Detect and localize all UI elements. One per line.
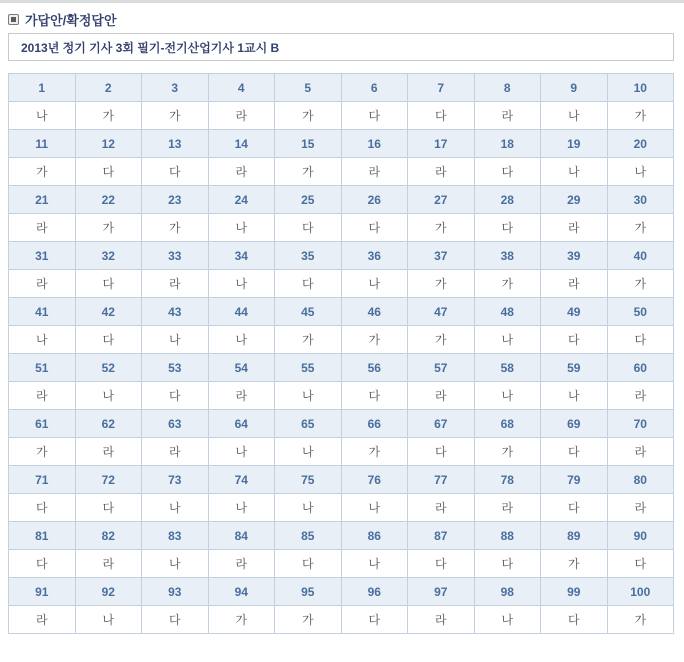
- answer-cell: 다: [341, 382, 408, 410]
- answer-cell: 라: [208, 382, 275, 410]
- answer-cell: 라: [142, 438, 209, 466]
- answer-cell: 라: [541, 214, 608, 242]
- question-number-cell: 30: [607, 186, 674, 214]
- answer-cell: 다: [474, 158, 541, 186]
- answer-cell: 다: [275, 270, 342, 298]
- answer-cell: 나: [541, 158, 608, 186]
- question-number-cell: 86: [341, 522, 408, 550]
- answer-cell: 나: [208, 214, 275, 242]
- answer-cell: 가: [408, 214, 475, 242]
- question-number-cell: 78: [474, 466, 541, 494]
- question-number-cell: 24: [208, 186, 275, 214]
- question-number-cell: 1: [9, 74, 76, 102]
- answer-row: [9, 158, 674, 186]
- question-number-cell: 27: [408, 186, 475, 214]
- answer-cell: 다: [142, 382, 209, 410]
- answer-cell: 라: [208, 158, 275, 186]
- answer-cell: 가: [275, 102, 342, 130]
- question-number-row: [9, 298, 674, 326]
- question-number-row: [9, 130, 674, 158]
- question-number-cell: 35: [275, 242, 342, 270]
- question-number-row: [9, 242, 674, 270]
- question-number-cell: 82: [75, 522, 142, 550]
- answer-row: [9, 102, 674, 130]
- answer-cell: 라: [607, 438, 674, 466]
- question-number-cell: 54: [208, 354, 275, 382]
- question-number-cell: 89: [541, 522, 608, 550]
- question-number-cell: 67: [408, 410, 475, 438]
- answer-cell: 가: [607, 214, 674, 242]
- question-number-row: [9, 466, 674, 494]
- question-number-cell: 17: [408, 130, 475, 158]
- question-number-cell: 4: [208, 74, 275, 102]
- answer-cell: 나: [341, 270, 408, 298]
- question-number-row: [9, 410, 674, 438]
- square-bullet-icon-dot: [11, 17, 16, 22]
- answer-cell: 라: [474, 102, 541, 130]
- answer-cell: 나: [9, 326, 76, 354]
- question-number-cell: 58: [474, 354, 541, 382]
- question-number-cell: 36: [341, 242, 408, 270]
- question-number-cell: 87: [408, 522, 475, 550]
- top-divider: [0, 0, 684, 3]
- question-number-cell: 18: [474, 130, 541, 158]
- question-number-cell: 55: [275, 354, 342, 382]
- answer-cell: 나: [142, 326, 209, 354]
- answer-cell: 라: [541, 270, 608, 298]
- answer-cell: 가: [9, 438, 76, 466]
- question-number-cell: 94: [208, 578, 275, 606]
- answer-cell: 가: [408, 326, 475, 354]
- question-number-cell: 93: [142, 578, 209, 606]
- answer-cell: 나: [541, 102, 608, 130]
- question-number-cell: 8: [474, 74, 541, 102]
- question-number-cell: 44: [208, 298, 275, 326]
- question-number-cell: 3: [142, 74, 209, 102]
- answer-cell: 가: [142, 214, 209, 242]
- answer-cell: 다: [474, 550, 541, 578]
- question-number-cell: 69: [541, 410, 608, 438]
- answer-cell: 나: [9, 102, 76, 130]
- question-number-cell: 79: [541, 466, 608, 494]
- question-number-cell: 47: [408, 298, 475, 326]
- question-number-cell: 61: [9, 410, 76, 438]
- question-number-cell: 32: [75, 242, 142, 270]
- question-number-cell: 14: [208, 130, 275, 158]
- question-number-cell: 40: [607, 242, 674, 270]
- answer-cell: 다: [341, 606, 408, 634]
- question-number-row: [9, 522, 674, 550]
- question-number-cell: 91: [9, 578, 76, 606]
- answer-cell: 가: [275, 158, 342, 186]
- question-number-cell: 34: [208, 242, 275, 270]
- question-number-cell: 31: [9, 242, 76, 270]
- question-number-cell: 70: [607, 410, 674, 438]
- answer-cell: 다: [341, 214, 408, 242]
- answer-cell: 가: [9, 158, 76, 186]
- section-header-label: 가답안/확정답안: [25, 12, 117, 28]
- answer-cell: 가: [408, 270, 475, 298]
- square-bullet-icon: [8, 14, 19, 25]
- question-number-cell: 52: [75, 354, 142, 382]
- answer-cell: 라: [9, 214, 76, 242]
- answer-row: [9, 550, 674, 578]
- answer-table: [8, 73, 674, 634]
- question-number-cell: 96: [341, 578, 408, 606]
- answer-cell: 다: [75, 270, 142, 298]
- question-number-cell: 23: [142, 186, 209, 214]
- answer-cell: 나: [75, 606, 142, 634]
- question-number-cell: 81: [9, 522, 76, 550]
- question-number-cell: 92: [75, 578, 142, 606]
- answer-cell: 라: [75, 438, 142, 466]
- question-number-cell: 53: [142, 354, 209, 382]
- answer-cell: 가: [341, 326, 408, 354]
- exam-title-box: [8, 33, 674, 61]
- answer-cell: 다: [142, 158, 209, 186]
- answer-cell: 라: [408, 158, 475, 186]
- question-number-row: [9, 186, 674, 214]
- question-number-cell: 98: [474, 578, 541, 606]
- answer-cell: 나: [275, 494, 342, 522]
- question-number-cell: 100: [607, 578, 674, 606]
- question-number-cell: 62: [75, 410, 142, 438]
- question-number-cell: 11: [9, 130, 76, 158]
- question-number-cell: 65: [275, 410, 342, 438]
- answer-cell: 다: [275, 550, 342, 578]
- answer-cell: 다: [75, 494, 142, 522]
- question-number-cell: 72: [75, 466, 142, 494]
- answer-row: [9, 382, 674, 410]
- question-number-cell: 51: [9, 354, 76, 382]
- answer-row: [9, 214, 674, 242]
- question-number-cell: 80: [607, 466, 674, 494]
- question-number-cell: 12: [75, 130, 142, 158]
- question-number-cell: 37: [408, 242, 475, 270]
- answer-cell: 라: [607, 382, 674, 410]
- answer-cell: 가: [607, 102, 674, 130]
- question-number-cell: 38: [474, 242, 541, 270]
- answer-cell: 가: [607, 270, 674, 298]
- answer-cell: 라: [142, 270, 209, 298]
- question-number-cell: 25: [275, 186, 342, 214]
- question-number-cell: 13: [142, 130, 209, 158]
- answer-cell: 라: [408, 606, 475, 634]
- answer-table-body: [9, 74, 674, 634]
- answer-cell: 나: [208, 270, 275, 298]
- answer-row: [9, 326, 674, 354]
- question-number-cell: 50: [607, 298, 674, 326]
- question-number-cell: 45: [275, 298, 342, 326]
- answer-row: [9, 606, 674, 634]
- question-number-cell: 6: [341, 74, 408, 102]
- answer-cell: 나: [474, 382, 541, 410]
- answer-cell: 나: [208, 326, 275, 354]
- question-number-cell: 19: [541, 130, 608, 158]
- answer-cell: 가: [275, 606, 342, 634]
- question-number-cell: 16: [341, 130, 408, 158]
- answer-cell: 다: [142, 606, 209, 634]
- question-number-cell: 76: [341, 466, 408, 494]
- answer-cell: 나: [607, 158, 674, 186]
- answer-cell: 다: [275, 214, 342, 242]
- answer-cell: 라: [9, 606, 76, 634]
- question-number-cell: 64: [208, 410, 275, 438]
- question-number-cell: 66: [341, 410, 408, 438]
- question-number-cell: 77: [408, 466, 475, 494]
- answer-cell: 다: [541, 494, 608, 522]
- answer-cell: 다: [9, 494, 76, 522]
- question-number-cell: 46: [341, 298, 408, 326]
- question-number-cell: 20: [607, 130, 674, 158]
- answer-cell: 가: [75, 214, 142, 242]
- question-number-cell: 9: [541, 74, 608, 102]
- question-number-cell: 88: [474, 522, 541, 550]
- answer-cell: 다: [75, 326, 142, 354]
- answer-cell: 가: [341, 438, 408, 466]
- answer-cell: 라: [607, 494, 674, 522]
- answer-cell: 다: [9, 550, 76, 578]
- question-number-cell: 56: [341, 354, 408, 382]
- question-number-cell: 10: [607, 74, 674, 102]
- answer-cell: 가: [474, 438, 541, 466]
- answer-cell: 나: [142, 494, 209, 522]
- question-number-cell: 22: [75, 186, 142, 214]
- answer-cell: 나: [208, 494, 275, 522]
- question-number-cell: 28: [474, 186, 541, 214]
- answer-cell: 다: [541, 326, 608, 354]
- answer-cell: 다: [541, 606, 608, 634]
- answer-cell: 가: [208, 606, 275, 634]
- question-number-cell: 97: [408, 578, 475, 606]
- answer-cell: 가: [607, 606, 674, 634]
- question-number-row: [9, 578, 674, 606]
- question-number-cell: 99: [541, 578, 608, 606]
- answer-cell: 나: [341, 494, 408, 522]
- question-number-cell: 71: [9, 466, 76, 494]
- exam-title: 2013년 정기 기사 3회 필기-전기산업기사 1교시 B: [21, 40, 280, 55]
- question-number-cell: 90: [607, 522, 674, 550]
- answer-cell: 다: [408, 438, 475, 466]
- question-number-cell: 49: [541, 298, 608, 326]
- answer-cell: 다: [408, 550, 475, 578]
- answer-cell: 다: [474, 214, 541, 242]
- answer-cell: 나: [275, 438, 342, 466]
- answer-row: [9, 494, 674, 522]
- answer-cell: 가: [474, 270, 541, 298]
- question-number-cell: 57: [408, 354, 475, 382]
- question-number-cell: 15: [275, 130, 342, 158]
- answer-cell: 다: [408, 102, 475, 130]
- question-number-cell: 60: [607, 354, 674, 382]
- answer-cell: 라: [208, 550, 275, 578]
- answer-cell: 라: [75, 550, 142, 578]
- answer-cell: 가: [142, 102, 209, 130]
- answer-cell: 나: [142, 550, 209, 578]
- question-number-cell: 43: [142, 298, 209, 326]
- question-number-cell: 26: [341, 186, 408, 214]
- question-number-cell: 84: [208, 522, 275, 550]
- answer-cell: 가: [275, 326, 342, 354]
- question-number-cell: 63: [142, 410, 209, 438]
- answer-cell: 라: [9, 382, 76, 410]
- answer-cell: 라: [9, 270, 76, 298]
- question-number-cell: 41: [9, 298, 76, 326]
- question-number-cell: 29: [541, 186, 608, 214]
- question-number-cell: 75: [275, 466, 342, 494]
- answer-cell: 나: [75, 382, 142, 410]
- question-number-cell: 2: [75, 74, 142, 102]
- question-number-row: [9, 74, 674, 102]
- answer-cell: 다: [607, 550, 674, 578]
- answer-cell: 라: [474, 494, 541, 522]
- question-number-cell: 21: [9, 186, 76, 214]
- answer-cell: 나: [474, 606, 541, 634]
- question-number-cell: 33: [142, 242, 209, 270]
- question-number-cell: 68: [474, 410, 541, 438]
- answer-cell: 라: [408, 494, 475, 522]
- answer-cell: 라: [341, 158, 408, 186]
- answer-row: [9, 438, 674, 466]
- answer-cell: 라: [408, 382, 475, 410]
- section-header: [8, 11, 684, 27]
- answer-cell: 다: [341, 102, 408, 130]
- question-number-cell: 59: [541, 354, 608, 382]
- question-number-row: [9, 354, 674, 382]
- question-number-cell: 48: [474, 298, 541, 326]
- question-number-cell: 42: [75, 298, 142, 326]
- answer-cell: 라: [208, 102, 275, 130]
- question-number-cell: 85: [275, 522, 342, 550]
- answer-cell: 가: [75, 102, 142, 130]
- question-number-cell: 5: [275, 74, 342, 102]
- answer-cell: 가: [541, 550, 608, 578]
- answer-cell: 나: [541, 382, 608, 410]
- answer-cell: 나: [474, 326, 541, 354]
- question-number-cell: 83: [142, 522, 209, 550]
- question-number-cell: 95: [275, 578, 342, 606]
- answer-cell: 다: [541, 438, 608, 466]
- question-number-cell: 39: [541, 242, 608, 270]
- question-number-cell: 74: [208, 466, 275, 494]
- answer-cell: 다: [75, 158, 142, 186]
- answer-cell: 다: [607, 326, 674, 354]
- answer-cell: 나: [208, 438, 275, 466]
- answer-cell: 나: [275, 382, 342, 410]
- answer-row: [9, 270, 674, 298]
- question-number-cell: 73: [142, 466, 209, 494]
- question-number-cell: 7: [408, 74, 475, 102]
- answer-cell: 나: [341, 550, 408, 578]
